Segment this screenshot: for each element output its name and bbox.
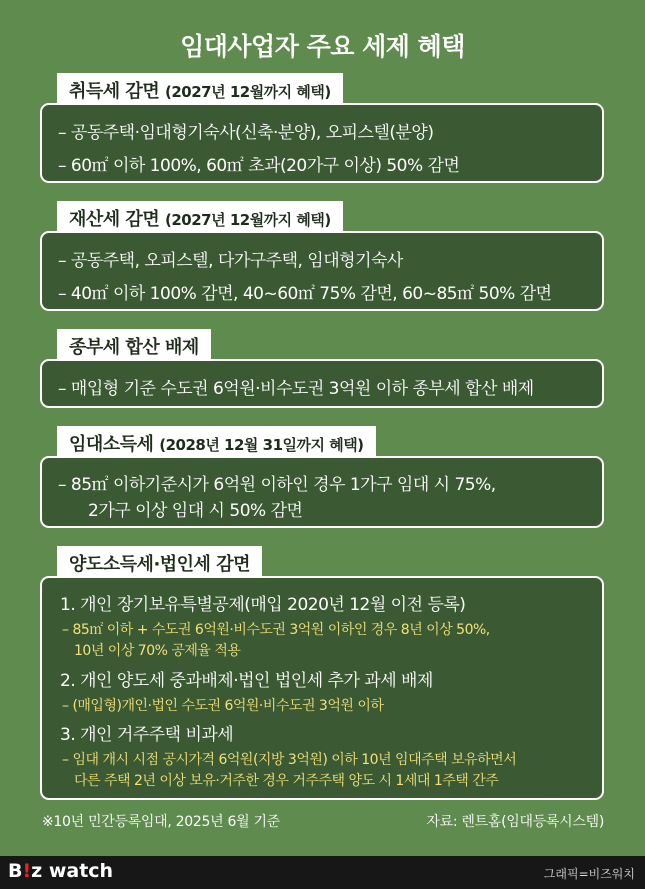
section-line: – 40㎡ 이하 100% 감면, 40~60㎡ 75% 감면, 60~85㎡ 50% 감면 bbox=[58, 284, 552, 304]
section-label-acquisition-tax bbox=[57, 73, 343, 104]
section-label-text: 임대소득세 bbox=[69, 434, 154, 455]
section-line: – 공동주택, 오피스텔, 다가구주택, 임대형기숙사 bbox=[58, 251, 403, 271]
section-label-text: 재산세 감면 bbox=[69, 209, 160, 230]
item-detail: – 임대 개시 시점 공시가격 6억원(지방 3억원) 이하 10년 임대주택 보유하면서 bbox=[62, 752, 517, 768]
section-label-text: 종부세 합산 배제 bbox=[69, 337, 199, 358]
item-heading: 1. 개인 장기보유특별공제(매입 2020년 12월 이전 등록) bbox=[60, 595, 466, 615]
section-label-comprehensive-tax bbox=[57, 329, 211, 360]
section-label-sub: (2028년 12월 31일까지 혜택) bbox=[159, 436, 364, 454]
source-text: 자료: 렌트홈(임대등록시스템) bbox=[426, 814, 604, 830]
item-detail: 다른 주택 2년 이상 보유·거주한 경우 거주주택 양도 시 1세대 1주택 간주 bbox=[74, 773, 499, 789]
page-title: 임대사업자 주요 세제 혜택 bbox=[180, 32, 465, 61]
section-label-sub: (2027년 12월까지 혜택) bbox=[165, 83, 331, 101]
logo-text: B bbox=[8, 860, 23, 882]
bizwatch-logo bbox=[8, 860, 113, 882]
graphic-credit: 그래픽=비즈워치 bbox=[543, 867, 635, 881]
section-box-comprehensive-tax bbox=[40, 359, 604, 408]
section-line: – 매입형 기준 수도권 6억원·비수도권 3억원 이하 종부세 합산 배제 bbox=[58, 379, 534, 399]
section-box-property-tax bbox=[40, 231, 604, 311]
logo-text: ! bbox=[22, 860, 32, 882]
item-detail: – 85㎡ 이하 + 수도권 6억원·비수도권 3억원 이하인 경우 8년 이상 50%, bbox=[62, 622, 490, 638]
section-label-sub: (2027년 12월까지 혜택) bbox=[165, 211, 331, 229]
section-label-text: 취득세 감면 bbox=[69, 81, 160, 102]
section-label-property-tax bbox=[57, 201, 343, 232]
item-heading: 3. 개인 거주주택 비과세 bbox=[60, 725, 234, 745]
section-label-text: 양도소득세·법인세 감면 bbox=[69, 554, 250, 575]
section-box-rental-income-tax bbox=[40, 456, 604, 528]
item-heading: 2. 개인 양도세 중과배제·법인 법인세 추가 과세 배제 bbox=[60, 671, 433, 691]
bottom-bar bbox=[0, 856, 645, 889]
section-line: – 85㎡ 이하기준시가 6억원 이하인 경우 1가구 임대 시 75%, bbox=[58, 475, 496, 495]
section-box-acquisition-tax bbox=[40, 103, 604, 183]
section-line: – 60㎡ 이하 100%, 60㎡ 초과(20가구 이상) 50% 감면 bbox=[58, 156, 460, 176]
section-line: – 공동주택·임대형기숙사(신축·분양), 오피스텔(분양) bbox=[58, 123, 434, 143]
footnote: ※10년 민간등록임대, 2025년 6월 기준 bbox=[42, 814, 280, 830]
logo-text: z bbox=[31, 860, 43, 882]
section-box-transfer-tax bbox=[40, 576, 604, 800]
item-detail: – (매입형)개인·법인 수도권 6억원·비수도권 3억원 이하 bbox=[62, 698, 384, 714]
section-label-rental-income-tax bbox=[57, 426, 376, 457]
section-line: 2가구 이상 임대 시 50% 감면 bbox=[88, 501, 303, 521]
logo-text: watch bbox=[42, 860, 114, 882]
section-label-transfer-tax bbox=[57, 546, 262, 577]
item-detail: 10년 이상 70% 공제율 적용 bbox=[74, 643, 241, 659]
